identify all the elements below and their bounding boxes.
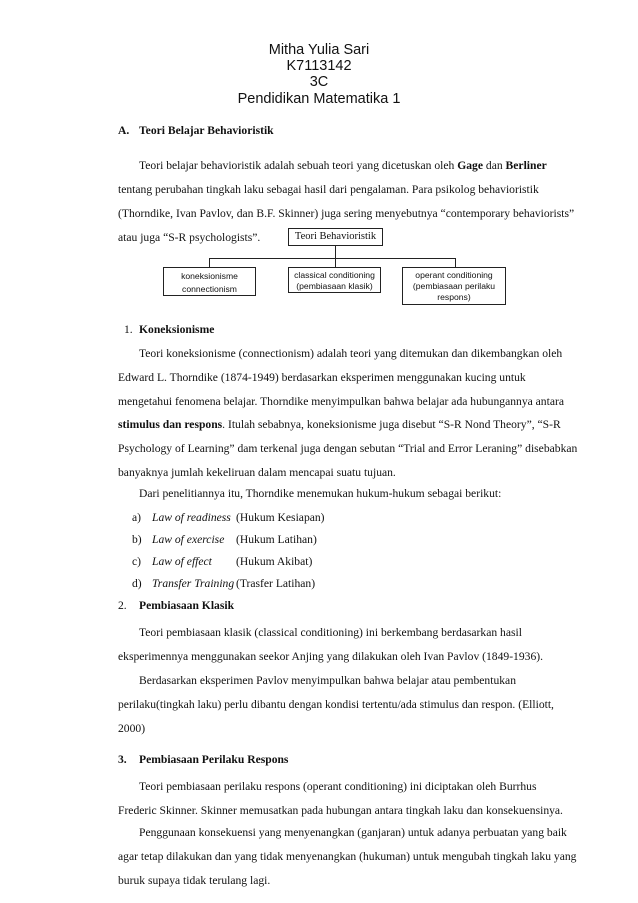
s1-line-1: Teori koneksionisme (connectionism) adalah teori yang ditemukan dan dikembangkan oleh [139, 347, 563, 360]
s3-line-4: agar tetap dilakukan dan yang tidak menyenangkan (hukuman) untuk mengubah tingkah laku yang [118, 850, 577, 863]
s3-line-5: buruk supaya tidak terulang lagi. [118, 874, 271, 887]
diagram-root-box: Teori Behavioristik [288, 228, 383, 246]
operant-label-3: respons) [437, 292, 471, 302]
law-meaning: (Hukum Kesiapan) [236, 511, 325, 524]
s2-line-2: eksperimennya menggunakan seekor Anjing yang dilakukan oleh Ivan Pavlov (1849-1936). [118, 650, 544, 663]
law-meaning: (Hukum Latihan) [236, 533, 317, 546]
law-meaning: (Hukum Akibat) [236, 555, 313, 568]
diagram-connector-left [209, 258, 210, 267]
section-1-number: 1. [124, 323, 133, 336]
s3-line-3: Penggunaan konsekuensi yang menyenangkan (ganjaran) untuk adanya perbuatan yang baik [139, 826, 567, 839]
diagram-box-operant [402, 267, 506, 305]
intro-line-4: atau juga “S-R psychologists”. [118, 231, 261, 244]
s2-line-3: Berdasarkan eksperimen Pavlov menyimpulkan bahwa belajar atau pembentukan [139, 674, 516, 687]
course-title: Pendidikan Matematika 1 [237, 91, 401, 107]
s1-line-3: mengetahui fenomena belajar. Thorndike menyimpulkan bahwa belajar ada hubungannya antara [118, 395, 564, 408]
diagram-box-connectionism [163, 267, 256, 296]
s2-line-5: 2000) [118, 722, 146, 735]
law-name: Law of effect [152, 555, 212, 568]
section-3-title: Pembiasaan Perilaku Respons [139, 753, 289, 766]
operant-label-1: operant conditioning [415, 270, 493, 280]
diagram-connector-right [455, 258, 456, 267]
section-2-title: Pembiasaan Klasik [139, 599, 235, 612]
diagram-box-classical [288, 267, 381, 293]
law-marker: d) [132, 577, 142, 590]
s3-line-1: Teori pembiasaan perilaku respons (operant conditioning) ini diciptakan oleh Burrhus [139, 780, 537, 793]
law-marker: b) [132, 533, 142, 546]
author-name: Mitha Yulia Sari [268, 42, 370, 58]
s1-line-5: Psychology of Learning” dam terkenal juga dengan sebutan “Trial and Error Leraning” disebabkan [118, 442, 578, 455]
s1-line-4: stimulus dan respons. Itulah sebabnya, koneksionisme juga disebut “S-R Nond Theory”, “S-R [118, 418, 561, 431]
section-1-title: Koneksionisme [139, 323, 215, 336]
connectionism-label-1: koneksionisme [181, 271, 238, 281]
diagram-connector-middle [335, 258, 336, 267]
section-a-title: Teori Belajar Behavioristik [139, 124, 274, 137]
intro-line-2: tentang perubahan tingkah laku sebagai hasil dari pengalaman. Para psikolog behavioristik [118, 183, 539, 196]
intro-line-1: Teori belajar behavioristik adalah sebuah teori yang dicetuskan oleh Gage dan Berliner [139, 159, 547, 172]
diagram-connector-vertical [335, 246, 336, 258]
student-id: K7113142 [286, 58, 352, 74]
s3-line-2: Frederic Skinner. Skinner memusatkan pada hubungan antara tingkah laku dan konsekuensinya. [118, 804, 563, 817]
connectionism-label-2: connectionism [182, 284, 237, 294]
s1-line-6: banyaknya jumlah kekeliruan dalam mencapai suatu tujuan. [118, 466, 396, 479]
law-name: Transfer Training [152, 577, 235, 590]
law-marker: a) [132, 511, 142, 524]
s1-line-7: Dari penelitiannya itu, Thorndike menemukan hukum-hukum sebagai berikut: [139, 487, 502, 500]
section-3-number: 3. [118, 753, 127, 766]
classical-label-1: classical conditioning [294, 270, 375, 280]
law-name: Law of exercise [152, 533, 225, 546]
law-name: Law of readiness [152, 511, 231, 524]
section-a-marker: A. [118, 124, 130, 137]
s2-line-4: perilaku(tingkah laku) perlu dibantu dengan kondisi tertentu/ada stimulus dan respon. (Elliott, [118, 698, 554, 711]
diagram-connector-horizontal [209, 258, 455, 259]
classical-label-2: (pembiasaan klasik) [296, 281, 373, 291]
class-label: 3C [309, 74, 329, 90]
s1-line-2: Edward L. Thorndike (1874-1949) berdasarkan eksperimen menggunakan kucing untuk [118, 371, 526, 384]
intro-line-3: (Thorndike, Ivan Pavlov, dan B.F. Skinner) juga sering menyebutnya “contemporary behaviorists” [118, 207, 575, 220]
s2-line-1: Teori pembiasaan klasik (classical conditioning) ini berkembang berdasarkan hasil [139, 626, 522, 639]
section-2-number: 2. [118, 599, 127, 612]
law-marker: c) [132, 555, 142, 568]
operant-label-2: (pembiasaan perilaku [412, 281, 496, 291]
law-meaning: (Trasfer Latihan) [236, 577, 316, 590]
